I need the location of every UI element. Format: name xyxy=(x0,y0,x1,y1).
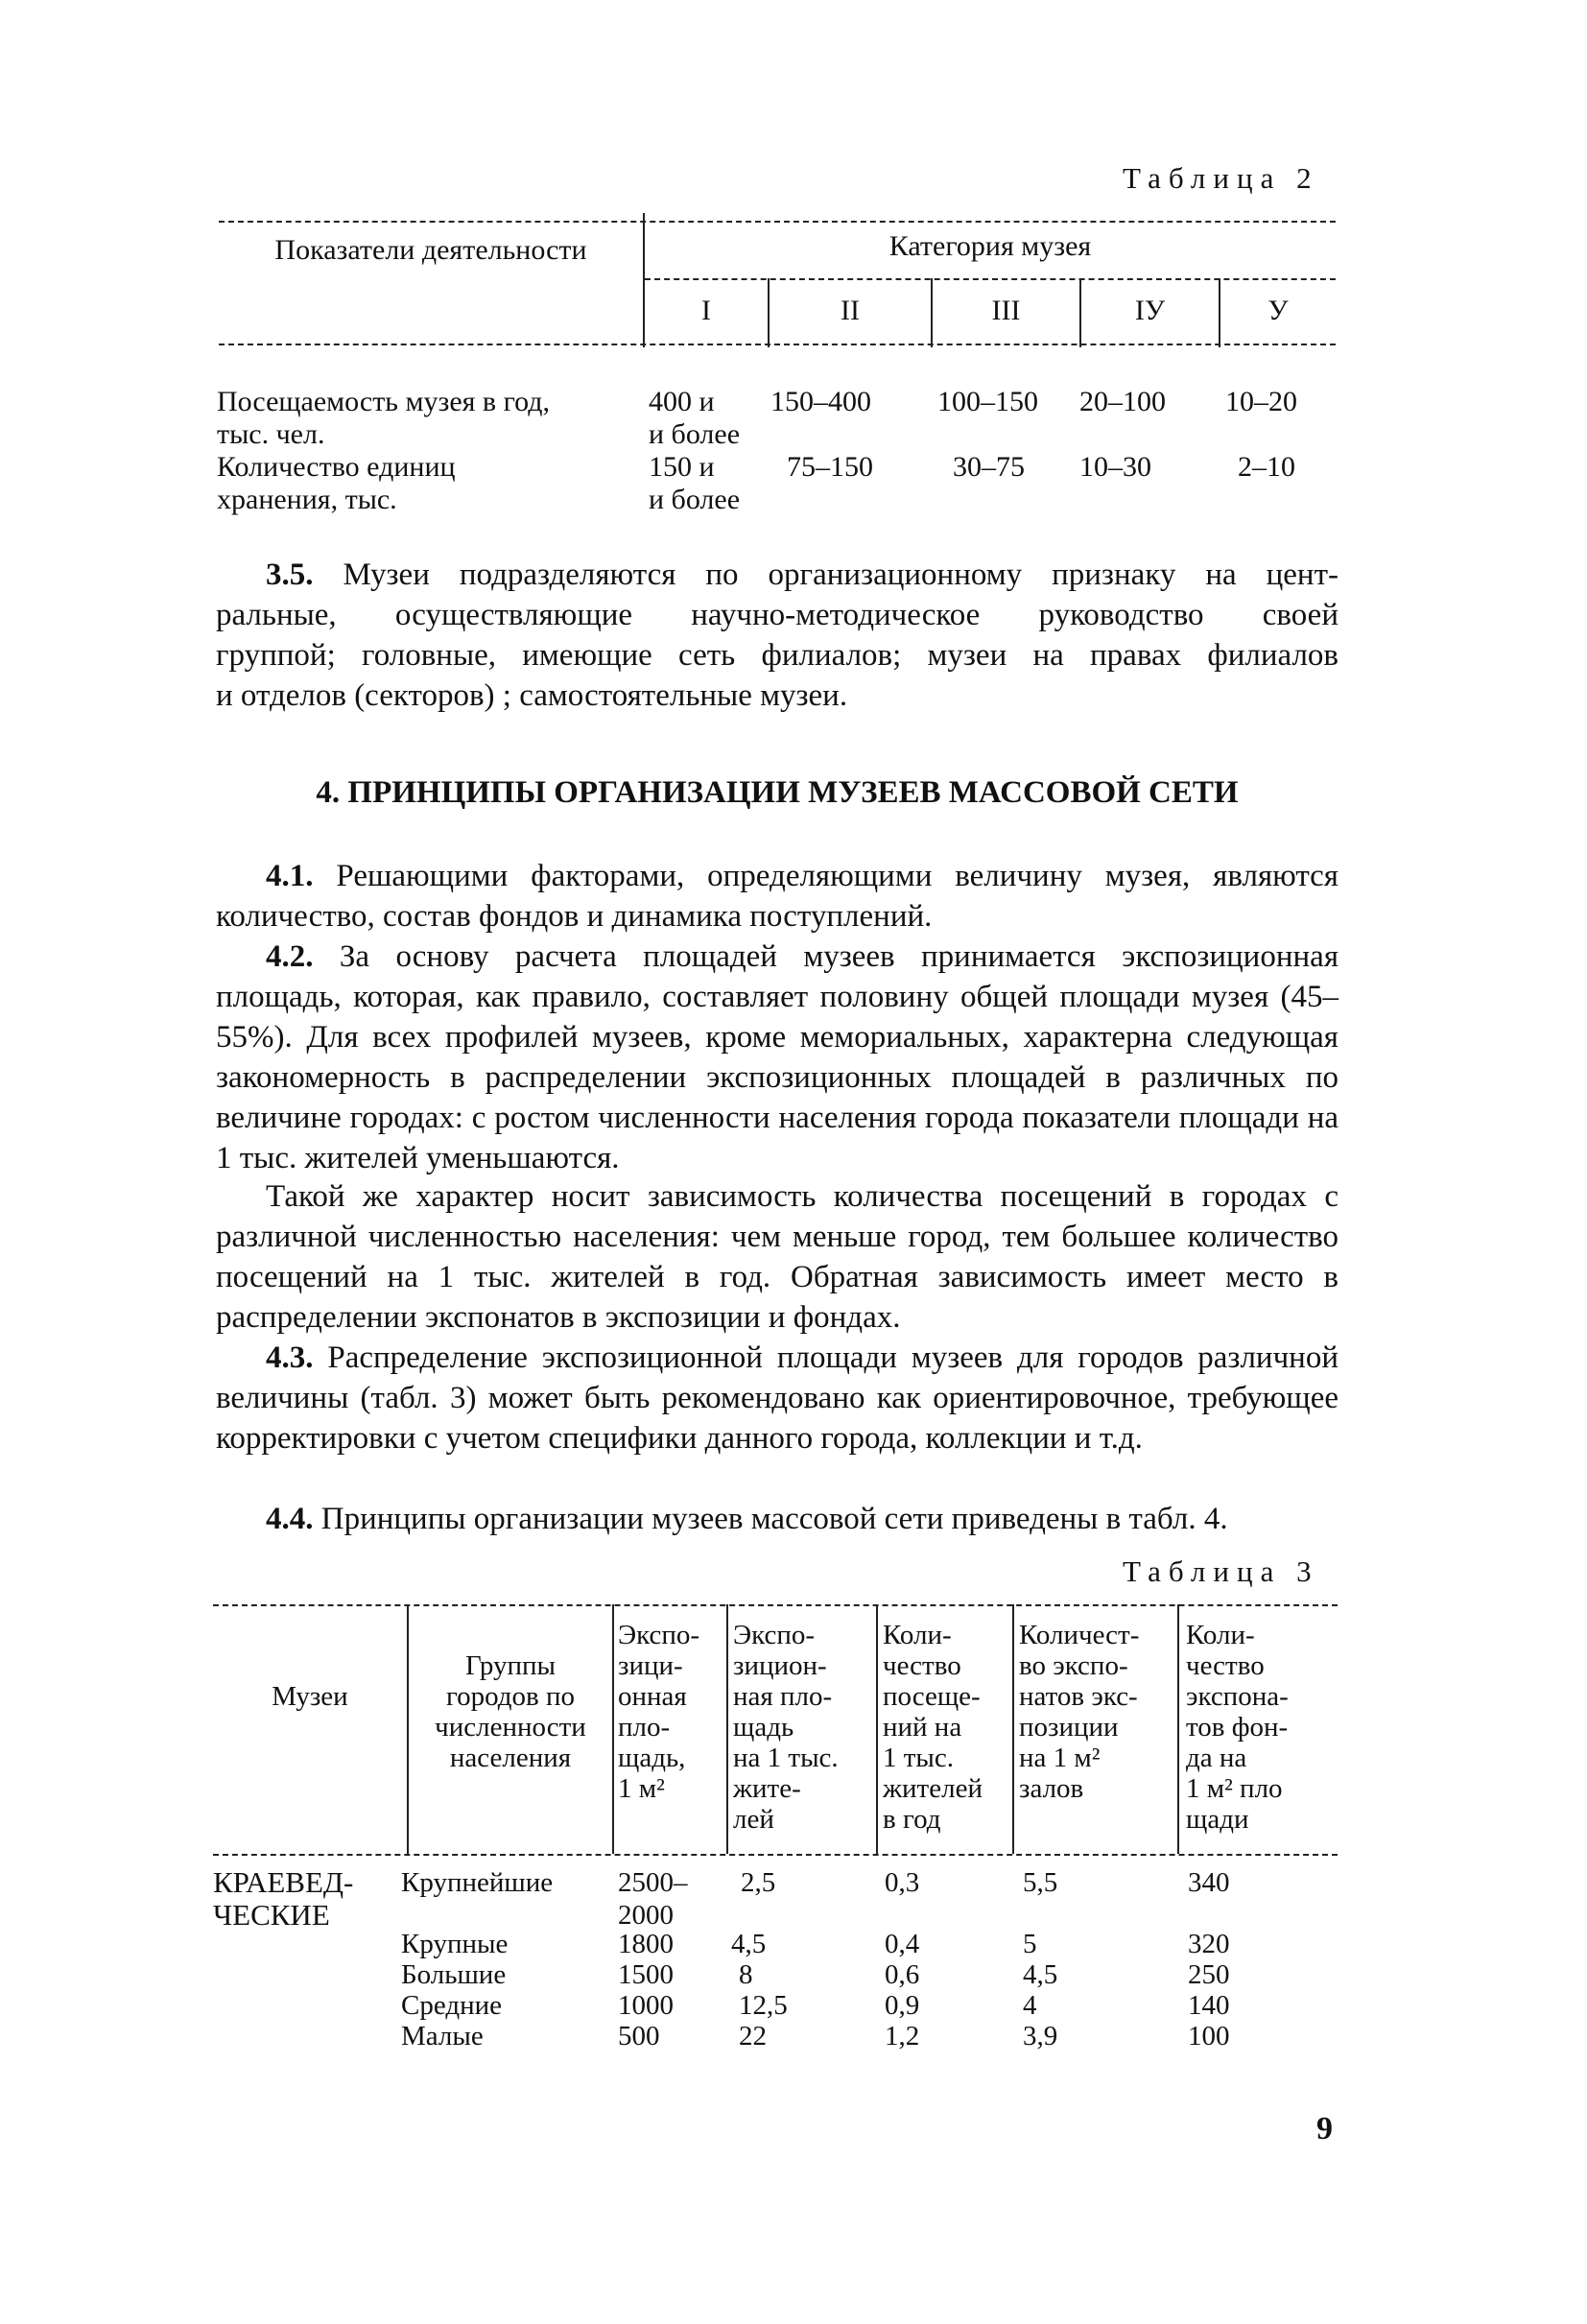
table-cell: 8 xyxy=(739,1959,753,1990)
table-cell: 0,9 xyxy=(885,1990,920,2021)
paragraph-number: 3.5. xyxy=(266,557,314,592)
header-line: онная xyxy=(618,1681,687,1712)
header-line: ний на xyxy=(883,1712,962,1743)
header-line: Экспо- xyxy=(618,1620,700,1650)
table-cell: 10–20 xyxy=(1225,386,1297,417)
table-2-category: I xyxy=(701,295,711,326)
paragraph-line: группой; головные, имеющие сеть филиалов; музеи на правах филиалов xyxy=(216,638,1338,673)
table-cell: 140 xyxy=(1188,1990,1230,2021)
paragraph-text: За основу расчета площадей музеев принимается экспозиционная площадь, которая, как правило, составляет половину общей площади музея (45–55%). Для всех профилей музеев, кроме мемориальных, характерна следующая закономерность в распределении экспозиционных площадей в различных по величине городах: с ростом численности населения города показатели площади на 1 тыс. жителей уменьшаются. xyxy=(216,939,1338,1175)
table-3-header xyxy=(409,1650,612,1773)
header-line: Экспо- xyxy=(733,1620,816,1650)
table-cell: 1500 xyxy=(618,1959,674,1990)
table-cell: 0,3 xyxy=(885,1867,920,1898)
header-line: Музеи xyxy=(272,1681,348,1712)
table-cell: 0,6 xyxy=(885,1959,920,1990)
table-3-header xyxy=(883,1620,1011,1835)
table-cell: 2,5 xyxy=(741,1867,776,1898)
table-rule xyxy=(213,1604,1338,1606)
table-cell: 500 xyxy=(618,2021,660,2051)
header-line: лей xyxy=(733,1804,774,1835)
header-line: на 1 тыс. xyxy=(733,1743,839,1773)
table-2-row-header: Показатели деятельности xyxy=(274,234,587,266)
table-2-category: II xyxy=(841,295,860,326)
table-row-label: хранения, тыс. xyxy=(217,484,397,515)
table-cell: 20–100 xyxy=(1079,386,1166,417)
paragraph-line: и отделов (секторов) ; самостоятельные музеи. xyxy=(216,678,848,713)
city-group: Средние xyxy=(401,1990,502,2021)
header-line: чество xyxy=(883,1650,961,1681)
paragraph-text: Решающими факторами, определяющими величину музея, являются количество, состав фондов и динамика поступлений. xyxy=(216,859,1338,934)
table-cell: 10–30 xyxy=(1079,451,1151,483)
header-line: щадь, xyxy=(618,1743,686,1773)
header-line: Коли- xyxy=(1186,1620,1255,1650)
header-line: зици- xyxy=(618,1650,683,1681)
table-cell: и более xyxy=(649,484,741,515)
section-heading: 4. ПРИНЦИПЫ ОРГАНИЗАЦИИ МУЗЕЕВ МАССОВОЙ СЕТИ xyxy=(316,775,1239,810)
paragraph-text: Принципы организации музеев массовой сети приведены в табл. 4. xyxy=(320,1502,1228,1536)
header-line: Группы xyxy=(464,1650,557,1681)
header-line: щади xyxy=(1186,1804,1249,1835)
table-cell: 3,9 xyxy=(1023,2021,1058,2051)
table-rule xyxy=(1177,1604,1179,1854)
header-line: 1 м² пло xyxy=(1186,1773,1283,1804)
header-line: 1 м² xyxy=(618,1773,665,1804)
paragraph-number: 4.1. xyxy=(266,859,314,893)
museum-type: ЧЕСКИЕ xyxy=(213,1898,330,1932)
table-3-header xyxy=(733,1620,875,1835)
table-2-group-header: Категория музея xyxy=(888,230,1092,262)
table-3-header xyxy=(1019,1620,1176,1804)
table-rule xyxy=(219,221,1336,223)
table-cell: 400 и xyxy=(649,386,715,417)
paragraph-line: Музеи подразделяются по организационному признаку на цент- xyxy=(343,557,1339,592)
paragraph-number: 4.4. xyxy=(266,1502,314,1536)
table-cell: 2500– xyxy=(618,1867,688,1898)
header-line: численности xyxy=(435,1712,586,1743)
header-line: да на xyxy=(1186,1743,1247,1773)
table-cell: 75–150 xyxy=(787,451,873,483)
table-cell: 4,5 xyxy=(1023,1959,1058,1990)
table-cell: 2000 xyxy=(618,1900,674,1931)
header-line: позиции xyxy=(1019,1712,1119,1743)
header-line: посеще- xyxy=(883,1681,981,1712)
city-group: Крупнейшие xyxy=(401,1867,554,1898)
header-line: чество xyxy=(1186,1650,1265,1681)
table-row-label: Посещаемость музея в год, xyxy=(217,386,551,417)
header-line: городов по xyxy=(445,1681,576,1712)
table-2-category: IУ xyxy=(1134,295,1166,326)
paragraph-4-2-continued xyxy=(216,1176,1338,1338)
table-cell: 150–400 xyxy=(770,386,871,417)
table-cell: 1000 xyxy=(618,1990,674,2021)
header-line: в год xyxy=(883,1804,941,1835)
table-rule xyxy=(1012,1604,1014,1854)
table-cell: 100–150 xyxy=(937,386,1038,417)
paragraph-4-4 xyxy=(216,1499,1338,1539)
table-rule xyxy=(726,1604,728,1854)
table-cell: 100 xyxy=(1188,2021,1230,2051)
header-line: жите- xyxy=(733,1773,801,1804)
header-line: экспона- xyxy=(1186,1681,1289,1712)
header-line: жителей xyxy=(883,1773,983,1804)
paragraph-4-1 xyxy=(216,856,1338,937)
header-line: Количест- xyxy=(1019,1620,1140,1650)
paragraph-text: Такой же характер носит зависимость количества посещений в городах с различной численностью населения: чем меньше город, тем большее количество посещений на 1 тыс. жителей в год. Обратная зависимость имеет место в распределении экспонатов в экспозиции и фондах. xyxy=(216,1179,1338,1335)
header-line: зицион- xyxy=(733,1650,827,1681)
table-cell: 320 xyxy=(1188,1929,1230,1959)
paragraph-4-3 xyxy=(216,1338,1338,1458)
table-cell: 150 и xyxy=(649,451,715,483)
paragraph-text: Распределение экспозиционной площади музеев для городов различной величины (табл. 3) может быть рекомендовано как ориентировочное, требующее корректировки с учетом специфики данного города, коллекции и т.д. xyxy=(216,1340,1339,1456)
table-rule xyxy=(213,1854,1338,1856)
table-cell: 340 xyxy=(1188,1867,1230,1898)
header-line: Коли- xyxy=(883,1620,952,1650)
table-3-header xyxy=(618,1620,725,1804)
table-rule xyxy=(645,278,1336,280)
table-rule xyxy=(219,344,1336,345)
page-number: 9 xyxy=(1316,2111,1333,2146)
table-cell: 4 xyxy=(1023,1990,1037,2021)
table-cell: и более xyxy=(649,418,741,450)
table-3-caption: Таблица 3 xyxy=(1123,1554,1319,1588)
table-cell: 0,4 xyxy=(885,1929,920,1959)
museum-type: КРАЕВЕД- xyxy=(213,1865,354,1899)
table-cell: 2–10 xyxy=(1238,451,1295,483)
city-group: Большие xyxy=(401,1959,507,1990)
paragraph-number: 4.2. xyxy=(266,939,314,974)
table-rule xyxy=(612,1604,614,1854)
header-line: тов фон- xyxy=(1186,1712,1289,1743)
table-2-category: III xyxy=(991,295,1021,326)
header-line: натов экс- xyxy=(1019,1681,1138,1712)
table-rule xyxy=(876,1604,878,1854)
header-line: пло- xyxy=(618,1712,671,1743)
table-3-header xyxy=(213,1681,407,1712)
header-line: залов xyxy=(1019,1773,1084,1804)
table-row-label: Количество единиц xyxy=(217,451,456,483)
table-cell: 30–75 xyxy=(953,451,1025,483)
table-cell: 4,5 xyxy=(731,1929,767,1959)
table-row-label: тыс. чел. xyxy=(217,418,325,450)
table-cell: 5 xyxy=(1023,1929,1037,1959)
header-line: во экспо- xyxy=(1019,1650,1128,1681)
paragraph-number: 4.3. xyxy=(266,1340,314,1375)
header-line: ная пло- xyxy=(733,1681,833,1712)
city-group: Крупные xyxy=(401,1929,509,1959)
table-cell: 12,5 xyxy=(739,1990,788,2021)
paragraph-line: ральные, осуществляющие научно-методическое руководство своей xyxy=(216,598,1338,632)
paragraph-3-5 xyxy=(216,555,1338,716)
table-2-category: У xyxy=(1267,295,1289,326)
table-cell: 250 xyxy=(1188,1959,1230,1990)
header-line: населения xyxy=(449,1743,572,1773)
header-line: 1 тыс. xyxy=(883,1743,955,1773)
table-cell: 1,2 xyxy=(885,2021,920,2051)
table-3-header xyxy=(1186,1620,1338,1835)
table-2-caption: Таблица 2 xyxy=(1123,161,1319,195)
header-line: на 1 м² xyxy=(1019,1743,1101,1773)
table-cell: 5,5 xyxy=(1023,1867,1058,1898)
city-group: Малые xyxy=(401,2021,484,2051)
paragraph-4-2 xyxy=(216,937,1338,1178)
table-cell: 22 xyxy=(739,2021,767,2051)
table-cell: 1800 xyxy=(618,1929,674,1959)
header-line: щадь xyxy=(733,1712,794,1743)
